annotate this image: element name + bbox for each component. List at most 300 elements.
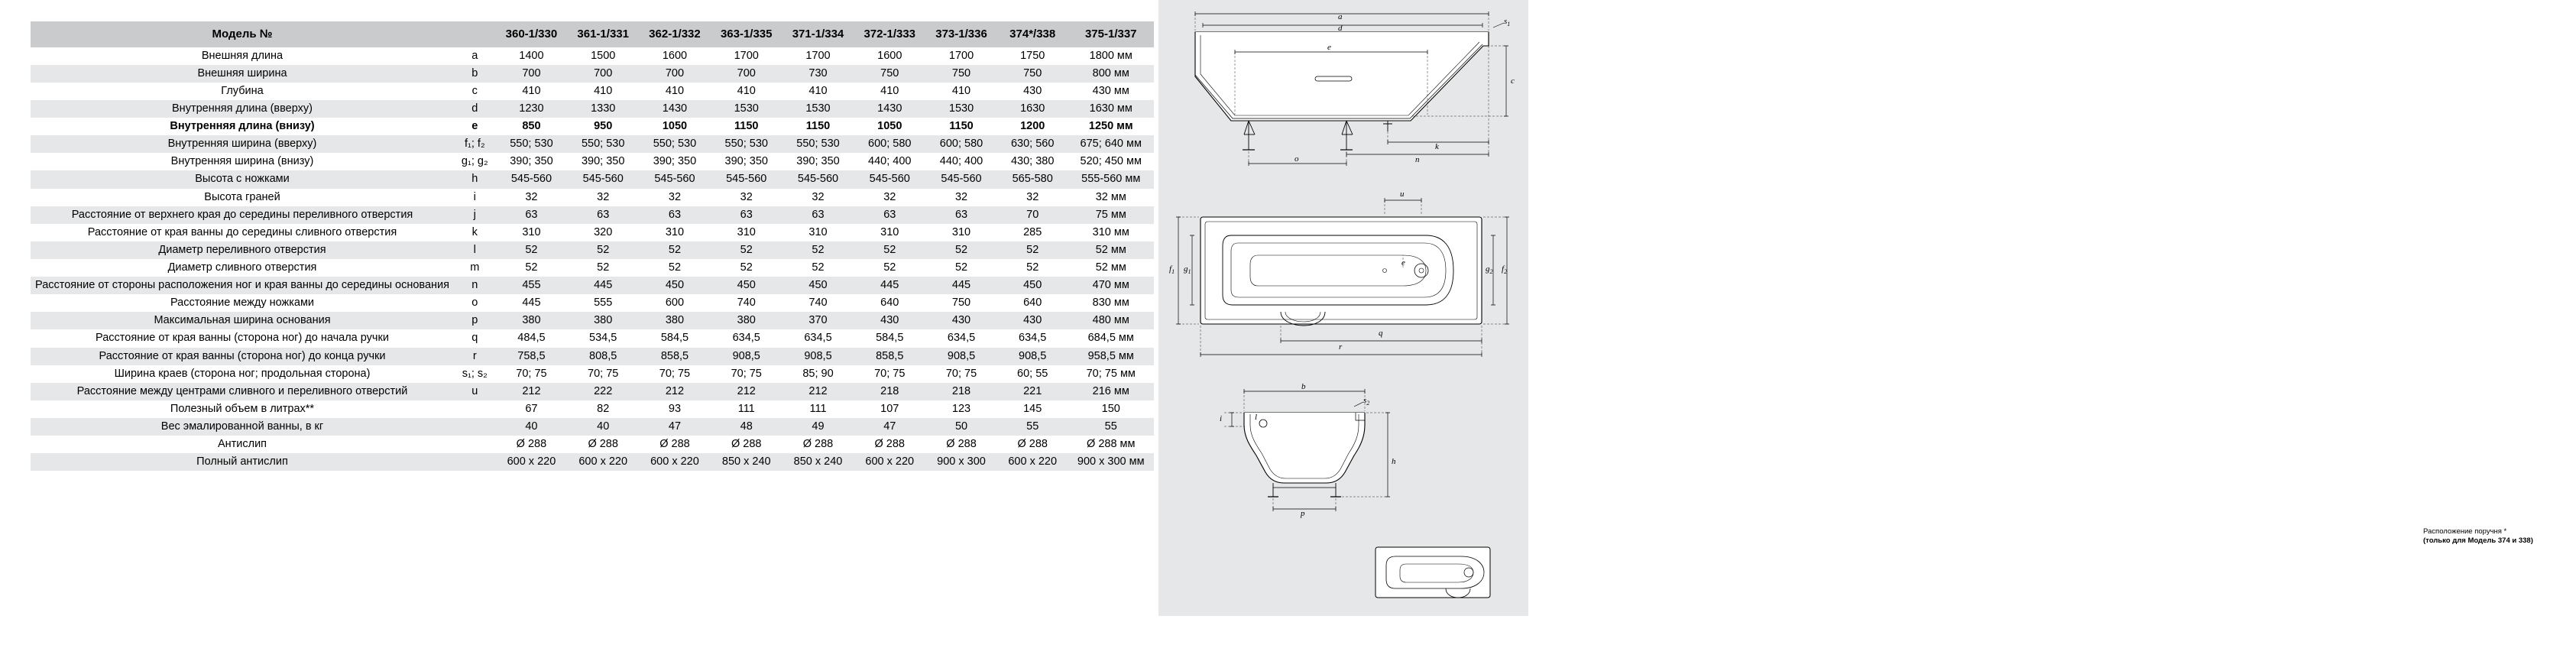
row-value: 1230 <box>496 100 568 118</box>
row-value: 85; 90 <box>783 365 854 383</box>
row-label: Антислип <box>31 436 454 453</box>
row-symbol: u <box>454 383 496 400</box>
row-value: 634,5 <box>925 329 997 347</box>
dim-label-u: u <box>1400 190 1405 199</box>
row-symbol: l <box>454 241 496 259</box>
row-value: 32 <box>854 189 925 206</box>
row-symbol: d <box>454 100 496 118</box>
row-value: 410 <box>925 83 997 100</box>
row-value: 600 x 220 <box>567 453 639 471</box>
row-value: 1700 <box>783 47 854 65</box>
row-label: Внутренняя длина (вверху) <box>31 100 454 118</box>
row-value: 1430 <box>639 100 711 118</box>
row-value: 700 <box>639 65 711 83</box>
row-value: 1700 <box>925 47 997 65</box>
row-symbol <box>454 418 496 436</box>
header-model-cell: 374*/338 <box>997 21 1068 47</box>
row-value: 380 <box>496 312 568 329</box>
row-value: 800 мм <box>1068 65 1155 83</box>
row-value: 70; 75 <box>567 365 639 383</box>
row-value: 380 <box>639 312 711 329</box>
row-symbol: q <box>454 329 496 347</box>
row-value: 52 <box>496 241 568 259</box>
row-value: 70; 75 <box>854 365 925 383</box>
row-value: 600 x 220 <box>997 453 1068 471</box>
row-value: 545-560 <box>639 170 711 188</box>
row-value: 758,5 <box>496 348 568 365</box>
row-value: 310 <box>496 224 568 241</box>
handle-note <box>2423 527 2576 546</box>
row-symbol: j <box>454 206 496 224</box>
dim-label-r: r <box>1339 342 1343 352</box>
specifications-table <box>31 21 1154 471</box>
row-value: 450 <box>639 277 711 294</box>
row-value: Ø 288 <box>711 436 783 453</box>
row-value: 52 мм <box>1068 259 1155 277</box>
dim-label-p: p <box>1301 509 1305 518</box>
table-row <box>31 65 1154 83</box>
row-value: 1050 <box>639 118 711 135</box>
table-header-row <box>31 21 1154 47</box>
row-value: 52 <box>925 259 997 277</box>
row-value: 222 <box>567 383 639 400</box>
row-value: 32 <box>639 189 711 206</box>
row-label: Внутренняя ширина (внизу) <box>31 153 454 170</box>
row-value: 221 <box>997 383 1068 400</box>
table-row <box>31 329 1154 347</box>
row-value: 390; 350 <box>567 153 639 170</box>
row-label: Ширина краев (сторона ног; продольная сторона) <box>31 365 454 383</box>
row-value: 600 x 220 <box>639 453 711 471</box>
row-value: 32 <box>783 189 854 206</box>
row-value: 545-560 <box>567 170 639 188</box>
row-value: 700 <box>711 65 783 83</box>
row-value: 740 <box>783 294 854 312</box>
table-row <box>31 153 1154 170</box>
row-value: 1630 мм <box>1068 100 1155 118</box>
row-symbol <box>454 453 496 471</box>
row-value: 52 <box>567 259 639 277</box>
row-value: 730 <box>783 65 854 83</box>
row-symbol: s₁; s₂ <box>454 365 496 383</box>
row-value: 1150 <box>925 118 997 135</box>
row-value: 550; 530 <box>639 135 711 153</box>
table-row <box>31 206 1154 224</box>
row-value: 32 <box>567 189 639 206</box>
row-value: 47 <box>854 418 925 436</box>
row-value: 600; 580 <box>854 135 925 153</box>
row-value: 52 <box>854 259 925 277</box>
row-value: 545-560 <box>496 170 568 188</box>
dim-label-k: k <box>1435 142 1439 151</box>
row-value: 370 <box>783 312 854 329</box>
header-model-cell: 373-1/336 <box>925 21 997 47</box>
table-row <box>31 453 1154 471</box>
row-value: 1600 <box>639 47 711 65</box>
row-value: 545-560 <box>783 170 854 188</box>
row-value: 550; 530 <box>711 135 783 153</box>
dim-label-b: b <box>1301 382 1306 391</box>
specifications-table-container <box>31 21 1154 471</box>
table-row <box>31 259 1154 277</box>
row-value: 1600 <box>854 47 925 65</box>
row-value: 550; 530 <box>783 135 854 153</box>
row-value: 52 <box>854 241 925 259</box>
handle-note-line1: Расположение поручня * <box>2423 527 2507 536</box>
row-value: Ø 288 <box>854 436 925 453</box>
top-view-diagram <box>1158 182 1528 373</box>
row-symbol: g₁; g₂ <box>454 153 496 170</box>
row-label: Расстояние от края ванны (сторона ног) до конца ручки <box>31 348 454 365</box>
row-symbol <box>454 436 496 453</box>
row-label: Глубина <box>31 83 454 100</box>
dim-label-n: n <box>1415 155 1420 164</box>
row-value: 32 <box>496 189 568 206</box>
row-value: 684,5 мм <box>1068 329 1155 347</box>
row-value: 750 <box>854 65 925 83</box>
row-value: 750 <box>925 294 997 312</box>
row-value: 70; 75 мм <box>1068 365 1155 383</box>
row-value: 470 мм <box>1068 277 1155 294</box>
row-symbol: m <box>454 259 496 277</box>
row-value: 545-560 <box>854 170 925 188</box>
row-value: 445 <box>496 294 568 312</box>
dim-label-c: c <box>1511 76 1515 86</box>
row-symbol: p <box>454 312 496 329</box>
row-value: 212 <box>711 383 783 400</box>
header-model-cell: 360-1/330 <box>496 21 568 47</box>
row-value: 218 <box>925 383 997 400</box>
row-value: 32 <box>711 189 783 206</box>
row-value: 212 <box>639 383 711 400</box>
row-value: 900 x 300 мм <box>1068 453 1155 471</box>
row-value: 48 <box>711 418 783 436</box>
row-label: Внутренняя длина (внизу) <box>31 118 454 135</box>
row-value: 565-580 <box>997 170 1068 188</box>
table-row <box>31 118 1154 135</box>
row-value: 440; 400 <box>925 153 997 170</box>
row-value: 850 x 240 <box>783 453 854 471</box>
row-value: 320 <box>567 224 639 241</box>
header-model-cell: 372-1/333 <box>854 21 925 47</box>
row-value: 52 мм <box>1068 241 1155 259</box>
header-model-cell: 371-1/334 <box>783 21 854 47</box>
row-value: 545-560 <box>925 170 997 188</box>
row-label: Диаметр сливного отверстия <box>31 259 454 277</box>
row-value: 111 <box>783 400 854 418</box>
dim-label-s1: $s_1$ <box>1504 17 1511 28</box>
row-value: 60; 55 <box>997 365 1068 383</box>
header-model-cell: 363-1/335 <box>711 21 783 47</box>
row-value: 390; 350 <box>783 153 854 170</box>
table-row <box>31 365 1154 383</box>
table-row <box>31 241 1154 259</box>
row-value: Ø 288 <box>496 436 568 453</box>
row-label: Диаметр переливного отверстия <box>31 241 454 259</box>
row-value: 1200 <box>997 118 1068 135</box>
row-value: 1530 <box>783 100 854 118</box>
row-value: 1050 <box>854 118 925 135</box>
row-value: 550; 530 <box>496 135 568 153</box>
row-symbol: n <box>454 277 496 294</box>
row-value: 555-560 мм <box>1068 170 1155 188</box>
row-value: 410 <box>711 83 783 100</box>
dim-label-q: q <box>1379 329 1383 338</box>
row-value: 52 <box>783 241 854 259</box>
row-value: 1630 <box>997 100 1068 118</box>
header-label-cell: Модель № <box>31 21 454 47</box>
row-value: 52 <box>925 241 997 259</box>
row-value: 410 <box>783 83 854 100</box>
row-value: 50 <box>925 418 997 436</box>
header-model-cell: 362-1/332 <box>639 21 711 47</box>
row-value: 858,5 <box>854 348 925 365</box>
dim-label-s2: $s_2$ <box>1363 396 1370 407</box>
row-value: 908,5 <box>711 348 783 365</box>
row-value: 380 <box>711 312 783 329</box>
row-label: Расстояние от края ванны до середины сливного отверстия <box>31 224 454 241</box>
row-value: 52 <box>496 259 568 277</box>
row-value: 63 <box>496 206 568 224</box>
row-value: 52 <box>711 241 783 259</box>
row-value: 584,5 <box>639 329 711 347</box>
row-value: Ø 288 <box>639 436 711 453</box>
row-value: 32 мм <box>1068 189 1155 206</box>
row-symbol: h <box>454 170 496 188</box>
row-value: 634,5 <box>783 329 854 347</box>
row-value: 1330 <box>567 100 639 118</box>
row-value: 1150 <box>783 118 854 135</box>
dim-label-e: e <box>1327 43 1331 52</box>
row-value: 1800 мм <box>1068 47 1155 65</box>
row-value: 1750 <box>997 47 1068 65</box>
front-view-diagram <box>1158 367 1528 520</box>
row-symbol: c <box>454 83 496 100</box>
row-value: 750 <box>925 65 997 83</box>
row-symbol: k <box>454 224 496 241</box>
row-value: 445 <box>925 277 997 294</box>
row-value: 600 x 220 <box>854 453 925 471</box>
row-value: 380 <box>567 312 639 329</box>
header-model-cell: 375-1/337 <box>1068 21 1155 47</box>
row-label: Расстояние между центрами сливного и переливного отверстий <box>31 383 454 400</box>
row-value: 640 <box>997 294 1068 312</box>
row-symbol: a <box>454 47 496 65</box>
header-symbol-cell <box>454 21 496 47</box>
row-value: Ø 288 <box>997 436 1068 453</box>
row-value: 70 <box>997 206 1068 224</box>
row-value: 858,5 <box>639 348 711 365</box>
row-value: 700 <box>567 65 639 83</box>
row-label: Внешняя длина <box>31 47 454 65</box>
row-value: 145 <box>997 400 1068 418</box>
dim-label-f2: $f_2$ <box>1502 264 1508 276</box>
row-value: 1500 <box>567 47 639 65</box>
row-value: 1700 <box>711 47 783 65</box>
row-value: 52 <box>639 259 711 277</box>
row-value: 1430 <box>854 100 925 118</box>
row-symbol: e <box>454 118 496 135</box>
row-value: 1530 <box>711 100 783 118</box>
row-value: 484,5 <box>496 329 568 347</box>
row-value: 480 мм <box>1068 312 1155 329</box>
row-value: 520; 450 мм <box>1068 153 1155 170</box>
row-value: 285 <box>997 224 1068 241</box>
row-value: 600 <box>639 294 711 312</box>
row-symbol: f₁; f₂ <box>454 135 496 153</box>
table-row <box>31 170 1154 188</box>
row-value: 430 <box>997 312 1068 329</box>
row-value: 390; 350 <box>639 153 711 170</box>
row-value: 310 <box>925 224 997 241</box>
row-value: 123 <box>925 400 997 418</box>
row-symbol <box>454 400 496 418</box>
table-row <box>31 83 1154 100</box>
row-value: 410 <box>639 83 711 100</box>
table-row <box>31 348 1154 365</box>
header-model-cell: 361-1/331 <box>567 21 639 47</box>
row-value: 47 <box>639 418 711 436</box>
row-value: 55 <box>1068 418 1155 436</box>
row-label: Высота граней <box>31 189 454 206</box>
dim-label-g2: $g_2$ <box>1486 264 1493 276</box>
row-value: 63 <box>567 206 639 224</box>
row-label: Максимальная ширина основания <box>31 312 454 329</box>
row-value: 950 <box>567 118 639 135</box>
row-value: 63 <box>854 206 925 224</box>
table-row <box>31 224 1154 241</box>
row-value: 70; 75 <box>639 365 711 383</box>
row-value: 900 x 300 <box>925 453 997 471</box>
row-value: 52 <box>997 259 1068 277</box>
row-value: Ø 288 <box>925 436 997 453</box>
dim-label-i: i <box>1220 414 1223 423</box>
row-value: 850 <box>496 118 568 135</box>
row-value: 32 <box>925 189 997 206</box>
row-value: 640 <box>854 294 925 312</box>
row-value: 410 <box>496 83 568 100</box>
row-value: 450 <box>783 277 854 294</box>
dim-label-o: o <box>1294 154 1299 164</box>
row-value: 700 <box>496 65 568 83</box>
table-row <box>31 400 1154 418</box>
row-value: 555 <box>567 294 639 312</box>
row-symbol: o <box>454 294 496 312</box>
dim-label-l: l <box>1255 413 1258 422</box>
row-value: 1250 мм <box>1068 118 1155 135</box>
row-value: 40 <box>567 418 639 436</box>
row-value: 63 <box>639 206 711 224</box>
row-label: Расстояние от края ванны (сторона ног) до начала ручки <box>31 329 454 347</box>
row-symbol: b <box>454 65 496 83</box>
row-value: 63 <box>925 206 997 224</box>
row-value: 550; 530 <box>567 135 639 153</box>
row-value: 445 <box>854 277 925 294</box>
dim-label-e-top: e <box>1401 258 1405 267</box>
row-label: Расстояние от верхнего края до середины переливного отверстия <box>31 206 454 224</box>
row-value: 310 <box>854 224 925 241</box>
row-value: 70; 75 <box>496 365 568 383</box>
row-value: 455 <box>496 277 568 294</box>
row-value: 70; 75 <box>711 365 783 383</box>
row-value: 850 x 240 <box>711 453 783 471</box>
row-value: 445 <box>567 277 639 294</box>
row-value: 52 <box>567 241 639 259</box>
row-label: Внешняя ширина <box>31 65 454 83</box>
handle-position-diagram <box>1372 543 1495 604</box>
row-value: Ø 288 <box>567 436 639 453</box>
table-row <box>31 277 1154 294</box>
table-row <box>31 418 1154 436</box>
row-value: 430 <box>997 83 1068 100</box>
table-row <box>31 294 1154 312</box>
handle-note-line2: (только для Модель 374 и 338) <box>2423 536 2533 545</box>
row-value: 32 <box>997 189 1068 206</box>
row-label: Полный антислип <box>31 453 454 471</box>
row-symbol: i <box>454 189 496 206</box>
row-label: Вес эмалированной ванны, в кг <box>31 418 454 436</box>
row-value: 70; 75 <box>925 365 997 383</box>
row-value: 430 <box>925 312 997 329</box>
row-value: 390; 350 <box>496 153 568 170</box>
row-value: 450 <box>997 277 1068 294</box>
row-value: 450 <box>711 277 783 294</box>
row-value: 634,5 <box>997 329 1068 347</box>
row-value: 310 <box>711 224 783 241</box>
row-value: 63 <box>783 206 854 224</box>
row-value: 1400 <box>496 47 568 65</box>
row-value: 830 мм <box>1068 294 1155 312</box>
row-value: 440; 400 <box>854 153 925 170</box>
row-value: 958,5 мм <box>1068 348 1155 365</box>
table-row <box>31 189 1154 206</box>
dim-label-h: h <box>1392 457 1396 466</box>
dim-label-a: a <box>1338 12 1343 21</box>
dim-label-d: d <box>1338 24 1343 33</box>
row-value: 600 x 220 <box>496 453 568 471</box>
row-value: 410 <box>854 83 925 100</box>
row-value: Ø 288 мм <box>1068 436 1155 453</box>
row-value: 52 <box>711 259 783 277</box>
row-value: 212 <box>783 383 854 400</box>
row-value: 218 <box>854 383 925 400</box>
row-label: Расстояние между ножками <box>31 294 454 312</box>
row-label: Расстояние от стороны расположения ног и края ванны до середины основания <box>31 277 454 294</box>
row-value: 310 <box>639 224 711 241</box>
row-value: 584,5 <box>854 329 925 347</box>
row-value: 310 <box>783 224 854 241</box>
row-value: 150 <box>1068 400 1155 418</box>
dim-label-f1: $f_1$ <box>1169 264 1175 276</box>
row-symbol: r <box>454 348 496 365</box>
table-row <box>31 436 1154 453</box>
row-value: 908,5 <box>997 348 1068 365</box>
row-value: 534,5 <box>567 329 639 347</box>
row-value: 67 <box>496 400 568 418</box>
row-value: 40 <box>496 418 568 436</box>
row-value: 49 <box>783 418 854 436</box>
row-value: 63 <box>711 206 783 224</box>
row-value: 600; 580 <box>925 135 997 153</box>
row-value: 1530 <box>925 100 997 118</box>
row-value: 82 <box>567 400 639 418</box>
table-row <box>31 47 1154 65</box>
row-value: 216 мм <box>1068 383 1155 400</box>
row-label: Внутренняя ширина (вверху) <box>31 135 454 153</box>
row-value: 630; 560 <box>997 135 1068 153</box>
table-row <box>31 135 1154 153</box>
row-value: 212 <box>496 383 568 400</box>
